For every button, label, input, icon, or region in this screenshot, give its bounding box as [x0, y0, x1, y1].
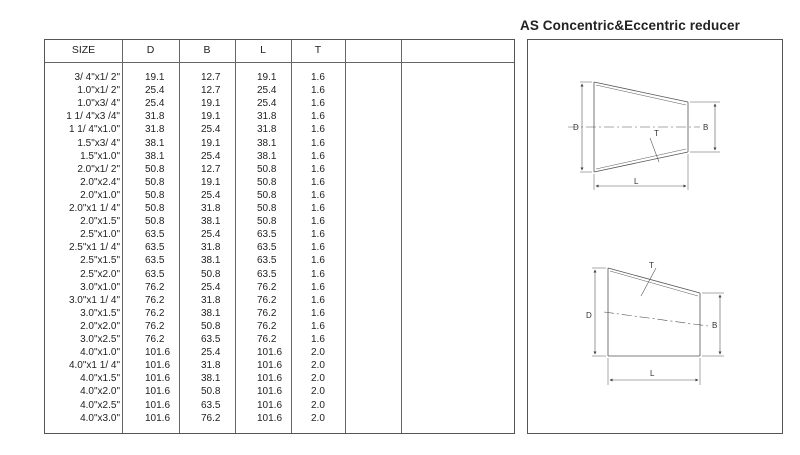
d-cell: 63.5 [145, 255, 165, 267]
d-cell: 50.8 [145, 163, 165, 175]
size-cell: 4.0"x1.5" [80, 373, 120, 385]
d-cell: 101.6 [145, 412, 171, 424]
l-cell: 63.5 [257, 255, 277, 267]
t-cell: 2.0 [311, 399, 325, 411]
reducer-drawings [528, 40, 784, 435]
column-divider [122, 40, 123, 433]
eccentric-label-l: L [650, 369, 655, 378]
l-cell: 76.2 [257, 334, 277, 345]
size-cell: 3.0"x1.5" [80, 307, 120, 319]
d-cell: 38.1 [145, 137, 165, 149]
column-divider [235, 40, 236, 433]
column-divider [291, 40, 292, 433]
d-cell: 50.8 [145, 176, 165, 188]
b-cell: 25.4 [201, 229, 221, 241]
t-cell: 1.6 [311, 334, 325, 345]
b-cell: 25.4 [201, 281, 221, 293]
t-cell: 1.6 [311, 229, 325, 241]
t-cell: 1.6 [311, 163, 325, 175]
l-cell: 63.5 [257, 229, 277, 241]
d-cell: 76.2 [145, 307, 165, 319]
b-cell: 50.8 [201, 320, 221, 332]
t-cell: 1.6 [311, 111, 325, 123]
header-t: T [314, 44, 322, 56]
b-cell: 31.8 [201, 360, 221, 372]
b-cell: 31.8 [201, 242, 221, 254]
size-cell: 4.0"x1 1/ 4" [68, 360, 120, 372]
size-cell: 4.0"x3.0" [80, 412, 120, 424]
l-cell: 31.8 [257, 124, 277, 136]
b-cell: 50.8 [201, 268, 221, 280]
d-cell: 25.4 [145, 85, 165, 97]
t-cell: 1.6 [311, 85, 325, 97]
concentric-wall [596, 149, 686, 169]
header-size: SIZE [71, 44, 96, 56]
size-cell: 2.0"x1/ 2" [77, 163, 120, 175]
d-cell: 76.2 [145, 294, 165, 306]
t-cell: 1.6 [311, 307, 325, 319]
concentric-label-t: T [654, 129, 659, 138]
b-cell: 25.4 [201, 124, 221, 136]
eccentric-label-t: T [649, 261, 654, 270]
size-cell: 2.5"x1 1/ 4" [68, 242, 120, 254]
size-cell: 2.0"x2.0" [80, 320, 120, 332]
l-cell: 76.2 [257, 294, 277, 306]
d-cell: 101.6 [145, 360, 171, 372]
column-divider [345, 40, 346, 433]
d-cell: 50.8 [145, 189, 165, 201]
b-cell: 19.1 [201, 111, 221, 123]
l-cell: 76.2 [257, 281, 277, 293]
d-cell: 101.6 [145, 373, 171, 385]
l-cell: 50.8 [257, 189, 277, 201]
concentric-label-d: D [573, 123, 579, 132]
eccentric-centerline [604, 312, 708, 326]
l-cell: 101.6 [257, 399, 283, 411]
d-cell: 25.4 [145, 98, 165, 110]
eccentric-wall [610, 271, 698, 296]
l-cell: 38.1 [257, 137, 277, 149]
d-cell: 38.1 [145, 150, 165, 162]
concentric-bottom-edge [594, 152, 688, 172]
l-cell: 50.8 [257, 203, 277, 214]
eccentric-reducer-diagram [592, 268, 724, 385]
b-cell: 12.7 [201, 85, 221, 97]
b-cell: 31.8 [201, 203, 221, 214]
t-cell: 1.6 [311, 255, 325, 267]
column-divider [401, 40, 402, 433]
b-cell: 31.8 [201, 294, 221, 306]
l-cell: 50.8 [257, 176, 277, 188]
t-cell: 1.6 [311, 124, 325, 136]
l-cell: 63.5 [257, 268, 277, 280]
t-cell: 1.6 [311, 150, 325, 162]
t-cell: 1.6 [311, 216, 325, 228]
column-divider [179, 40, 180, 433]
concentric-top-edge [594, 82, 688, 102]
dimension-t-leader [650, 138, 659, 162]
size-cell: 2.0"x2.4" [80, 176, 120, 188]
t-cell: 1.6 [311, 242, 325, 254]
t-cell: 1.6 [311, 137, 325, 149]
eccentric-label-b: B [712, 321, 718, 330]
d-cell: 63.5 [145, 229, 165, 241]
l-cell: 76.2 [257, 320, 277, 332]
t-cell: 1.6 [311, 281, 325, 293]
d-cell: 50.8 [145, 203, 165, 214]
d-cell: 50.8 [145, 216, 165, 228]
d-cell: 101.6 [145, 347, 171, 359]
t-cell: 2.0 [311, 360, 325, 372]
size-cell: 2.5"x1.5" [80, 255, 120, 267]
b-cell: 25.4 [201, 347, 221, 359]
b-cell: 12.7 [201, 72, 221, 83]
size-cell: 1 1/ 4"x3 /4" [66, 111, 120, 123]
d-cell: 76.2 [145, 320, 165, 332]
size-cell: 1.0"x3/ 4" [77, 98, 120, 110]
l-cell: 101.6 [257, 412, 283, 424]
b-cell: 38.1 [201, 307, 221, 319]
b-cell: 19.1 [201, 176, 221, 188]
t-cell: 1.6 [311, 320, 325, 332]
t-cell: 1.6 [311, 203, 325, 214]
d-cell: 19.1 [145, 72, 165, 83]
size-cell: 3.0"x1 1/ 4" [68, 294, 120, 306]
l-cell: 25.4 [257, 85, 277, 97]
b-cell: 38.1 [201, 373, 221, 385]
l-cell: 19.1 [257, 72, 277, 83]
header-b: B [203, 44, 211, 56]
size-cell: 2.0"x1.0" [80, 189, 120, 201]
t-cell: 2.0 [311, 373, 325, 385]
concentric-label-b: B [703, 123, 709, 132]
size-cell: 2.0"x1 1/ 4" [68, 203, 120, 214]
size-cell: 1.5"x3/ 4" [77, 137, 120, 149]
l-cell: 25.4 [257, 98, 277, 110]
b-cell: 25.4 [201, 189, 221, 201]
diagram-panel [527, 39, 783, 434]
b-cell: 50.8 [201, 386, 221, 398]
size-cell: 4.0"x2.5" [80, 399, 120, 411]
size-cell: 4.0"x1.0" [80, 347, 120, 359]
t-cell: 1.6 [311, 176, 325, 188]
header-divider [45, 62, 514, 63]
eccentric-label-d: D [586, 311, 592, 320]
header-l: L [260, 44, 266, 56]
dimension-t-leader [641, 268, 656, 296]
dimension-table [44, 39, 515, 434]
header-d: D [146, 44, 155, 56]
d-cell: 31.8 [145, 124, 165, 136]
b-cell: 76.2 [201, 412, 221, 424]
t-cell: 1.6 [311, 72, 325, 83]
size-cell: 2.5"x1.0" [80, 229, 120, 241]
t-cell: 1.6 [311, 189, 325, 201]
size-cell: 4.0"x2.0" [80, 386, 120, 398]
d-cell: 63.5 [145, 242, 165, 254]
size-cell: 2.5"x2.0" [80, 268, 120, 280]
l-cell: 101.6 [257, 360, 283, 372]
l-cell: 38.1 [257, 150, 277, 162]
b-cell: 38.1 [201, 216, 221, 228]
size-cell: 3/ 4"x1/ 2" [74, 72, 120, 83]
size-cell: 1.5"x1.0" [80, 150, 120, 162]
d-cell: 31.8 [145, 111, 165, 123]
t-cell: 1.6 [311, 98, 325, 110]
t-cell: 2.0 [311, 412, 325, 424]
l-cell: 50.8 [257, 216, 277, 228]
b-cell: 12.7 [201, 163, 221, 175]
b-cell: 19.1 [201, 98, 221, 110]
concentric-reducer-diagram [568, 82, 720, 190]
concentric-wall [596, 85, 686, 105]
l-cell: 50.8 [257, 163, 277, 175]
concentric-label-l: L [634, 177, 639, 186]
document-title: AS Concentric&Eccentric reducer [520, 18, 740, 33]
l-cell: 101.6 [257, 347, 283, 359]
l-cell: 101.6 [257, 386, 283, 398]
l-cell: 76.2 [257, 307, 277, 319]
size-cell: 3.0"x2.5" [80, 334, 120, 345]
size-cell: 2.0"x1.5" [80, 216, 120, 228]
b-cell: 63.5 [201, 334, 221, 345]
b-cell: 63.5 [201, 399, 221, 411]
l-cell: 101.6 [257, 373, 283, 385]
t-cell: 1.6 [311, 294, 325, 306]
t-cell: 2.0 [311, 386, 325, 398]
size-cell: 3.0"x1.0" [80, 281, 120, 293]
t-cell: 2.0 [311, 347, 325, 359]
b-cell: 25.4 [201, 150, 221, 162]
l-cell: 31.8 [257, 111, 277, 123]
t-cell: 1.6 [311, 268, 325, 280]
d-cell: 63.5 [145, 268, 165, 280]
size-cell: 1 1/ 4"x1.0" [68, 124, 120, 136]
b-cell: 19.1 [201, 137, 221, 149]
d-cell: 101.6 [145, 386, 171, 398]
b-cell: 38.1 [201, 255, 221, 267]
d-cell: 101.6 [145, 399, 171, 411]
d-cell: 76.2 [145, 334, 165, 345]
l-cell: 63.5 [257, 242, 277, 254]
size-cell: 1.0"x1/ 2" [77, 85, 120, 97]
d-cell: 76.2 [145, 281, 165, 293]
